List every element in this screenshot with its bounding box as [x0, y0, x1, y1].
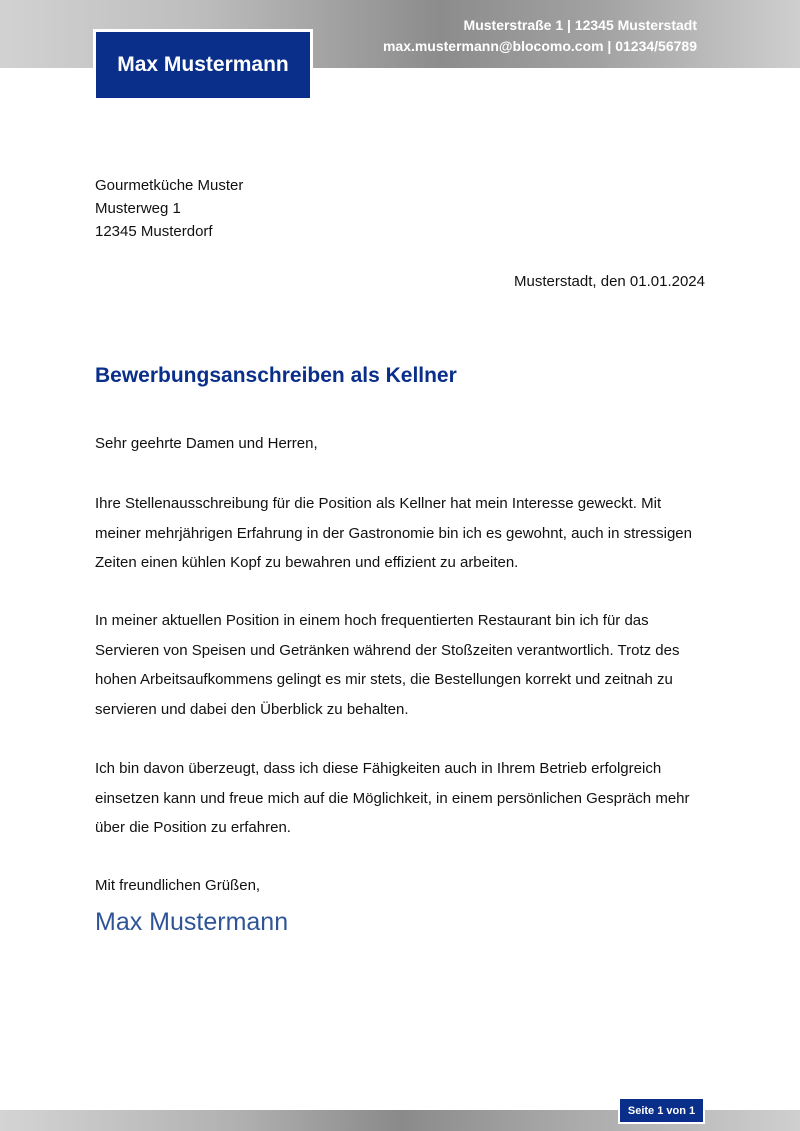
contact-line: max.mustermann@blocomo.com | 01234/56789	[382, 38, 697, 54]
recipient-address	[95, 174, 243, 243]
recipient-company: Gourmetküche Muster	[95, 177, 244, 194]
address-line: Musterstraße 1 | 12345 Musterstadt	[463, 17, 697, 33]
signature: Max Mustermann	[95, 908, 289, 936]
letter-date: Musterstadt, den 01.01.2024	[514, 273, 705, 290]
contact-info	[383, 15, 697, 57]
page-number-badge	[618, 1097, 705, 1124]
body-paragraph: Ich bin davon überzeugt, dass ich diese Fähigkeiten auch in Ihrem Betrieb erfolgreich einsetzen kann und freue mich auf die Möglichkeit, in einem persönlichen Gespräch mehr über die Position zu erfahren.	[95, 760, 690, 836]
letter-subject: Bewerbungsanschreiben als Kellner	[95, 364, 457, 387]
salutation: Sehr geehrte Damen und Herren,	[95, 435, 318, 452]
sender-name-box	[93, 29, 313, 101]
body-paragraph: In meiner aktuellen Position in einem hoch frequentierten Restaurant bin ich für das Servieren von Speisen und Getränken während der Stoßzeiten verantwortlich. Trotz des hohen Arbeitsaufkommens gelingt es mir stets, die Bestellungen korrekt und zeitnah zu servieren und dabei den Überblick zu behalten.	[95, 612, 680, 718]
page-number-label: Seite 1 von 1	[627, 1104, 696, 1117]
recipient-street: Musterweg 1	[95, 200, 181, 217]
closing-phrase: Mit freundlichen Grüßen,	[95, 877, 261, 894]
sender-name: Max Mustermann	[117, 53, 289, 76]
recipient-city: 12345 Musterdorf	[95, 223, 213, 240]
body-paragraph: Ihre Stellenausschreibung für die Position als Kellner hat mein Interesse geweckt. Mit meiner mehrjährigen Erfahrung in der Gastronomie bin ich es gewohnt, auch in stressigen Zeiten einen kühlen Kopf zu bewahren und effizient zu arbeiten.	[95, 495, 692, 571]
